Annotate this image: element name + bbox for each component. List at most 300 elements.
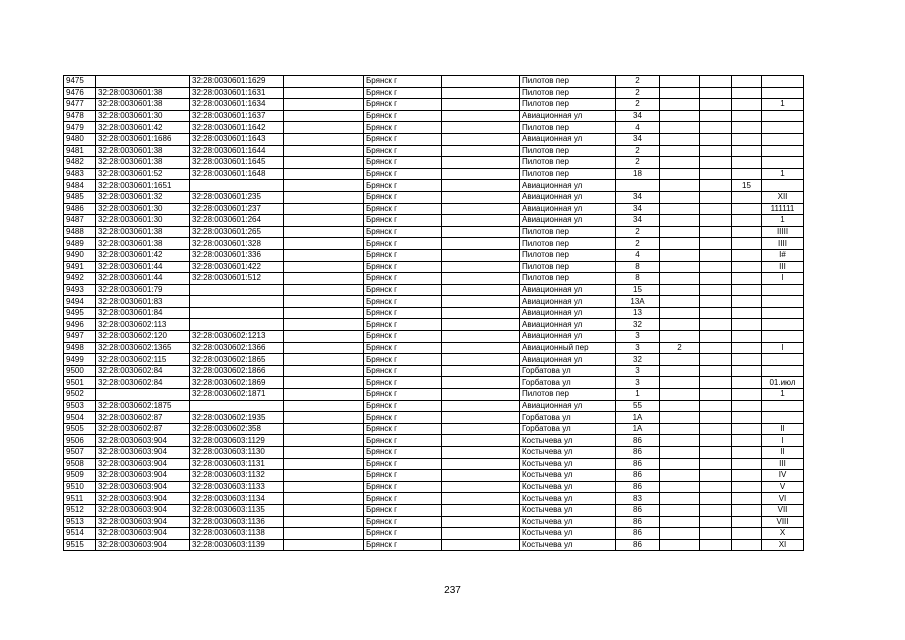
cell-land-cadastral-number: 32:28:0030601:42 xyxy=(96,122,190,134)
cell-land-cadastral-number: 32:28:0030602:84 xyxy=(96,377,190,389)
cell-building-cadastral-number: 32:28:0030603:1129 xyxy=(190,435,284,447)
table-row xyxy=(64,261,804,273)
cell-blank xyxy=(700,377,732,389)
cell-blank xyxy=(284,215,364,227)
cell-house-number: 8 xyxy=(616,261,660,273)
cell-blank xyxy=(442,435,520,447)
cell-street: Костычева ул xyxy=(520,539,616,551)
cell-building-number xyxy=(660,133,700,145)
cell-apartment xyxy=(732,354,762,366)
cell-house-number: 34 xyxy=(616,203,660,215)
cell-record-number: 9479 xyxy=(64,122,96,134)
cell-city: Брянск г xyxy=(364,180,442,192)
cell-blank xyxy=(284,377,364,389)
cell-city: Брянск г xyxy=(364,400,442,412)
cell-blank xyxy=(700,539,732,551)
cell-building-number: 2 xyxy=(660,342,700,354)
cell-blank xyxy=(700,331,732,343)
table-row xyxy=(64,296,804,308)
cell-street: Пилотов пер xyxy=(520,145,616,157)
cell-room-number xyxy=(762,354,804,366)
cell-street: Костычева ул xyxy=(520,447,616,459)
cell-apartment xyxy=(732,319,762,331)
cell-house-number: 34 xyxy=(616,110,660,122)
cell-building-cadastral-number xyxy=(190,400,284,412)
cell-record-number: 9483 xyxy=(64,168,96,180)
cell-building-cadastral-number xyxy=(190,307,284,319)
cell-blank xyxy=(700,284,732,296)
cell-building-cadastral-number: 32:28:0030602:1935 xyxy=(190,412,284,424)
cell-house-number: 2 xyxy=(616,226,660,238)
cell-record-number: 9513 xyxy=(64,516,96,528)
cell-blank xyxy=(284,249,364,261)
table-row xyxy=(64,504,804,516)
table-row xyxy=(64,133,804,145)
cell-room-number xyxy=(762,180,804,192)
cell-blank xyxy=(284,145,364,157)
cell-blank xyxy=(284,99,364,111)
cell-record-number: 9504 xyxy=(64,412,96,424)
cell-building-number xyxy=(660,319,700,331)
cell-record-number: 9512 xyxy=(64,504,96,516)
cell-land-cadastral-number: 32:28:0030602:1365 xyxy=(96,342,190,354)
cell-city: Брянск г xyxy=(364,215,442,227)
cell-building-number xyxy=(660,99,700,111)
cell-apartment xyxy=(732,249,762,261)
cell-land-cadastral-number: 32:28:0030601:38 xyxy=(96,226,190,238)
cell-room-number: 01.июл xyxy=(762,377,804,389)
cell-blank xyxy=(284,354,364,366)
cell-street: Пилотов пер xyxy=(520,99,616,111)
cell-blank xyxy=(442,458,520,470)
cell-blank xyxy=(700,423,732,435)
cell-city: Брянск г xyxy=(364,470,442,482)
cell-blank xyxy=(284,365,364,377)
cell-building-cadastral-number: 32:28:0030603:1134 xyxy=(190,493,284,505)
table-row xyxy=(64,354,804,366)
cell-record-number: 9480 xyxy=(64,133,96,145)
cell-land-cadastral-number: 32:28:0030601:1651 xyxy=(96,180,190,192)
cell-record-number: 9487 xyxy=(64,215,96,227)
cell-street: Пилотов пер xyxy=(520,273,616,285)
cell-blank xyxy=(284,423,364,435)
cell-building-number xyxy=(660,249,700,261)
table-row xyxy=(64,423,804,435)
cell-blank xyxy=(284,516,364,528)
cell-blank xyxy=(700,180,732,192)
cell-blank xyxy=(700,273,732,285)
cell-house-number: 86 xyxy=(616,447,660,459)
cell-room-number xyxy=(762,284,804,296)
cell-apartment xyxy=(732,389,762,401)
cell-room-number xyxy=(762,319,804,331)
cell-blank xyxy=(284,331,364,343)
cell-building-number xyxy=(660,481,700,493)
cell-land-cadastral-number: 32:28:0030602:115 xyxy=(96,354,190,366)
cell-room-number xyxy=(762,157,804,169)
cell-building-cadastral-number: 32:28:0030602:1213 xyxy=(190,331,284,343)
cell-land-cadastral-number: 32:28:0030602:113 xyxy=(96,319,190,331)
cell-apartment xyxy=(732,493,762,505)
cell-blank xyxy=(284,389,364,401)
cell-building-cadastral-number: 32:28:0030601:1631 xyxy=(190,87,284,99)
cell-city: Брянск г xyxy=(364,133,442,145)
cell-house-number: 34 xyxy=(616,133,660,145)
cell-building-cadastral-number: 32:28:0030602:1871 xyxy=(190,389,284,401)
cell-blank xyxy=(442,331,520,343)
cell-street: Пилотов пер xyxy=(520,226,616,238)
cell-land-cadastral-number: 32:28:0030603:904 xyxy=(96,435,190,447)
cell-house-number: 2 xyxy=(616,87,660,99)
cell-apartment xyxy=(732,447,762,459)
cell-land-cadastral-number: 32:28:0030603:904 xyxy=(96,504,190,516)
cell-blank xyxy=(442,493,520,505)
cell-blank xyxy=(442,168,520,180)
cell-street: Костычева ул xyxy=(520,435,616,447)
cell-record-number: 9491 xyxy=(64,261,96,273)
cell-building-cadastral-number: 32:28:0030603:1139 xyxy=(190,539,284,551)
cell-blank xyxy=(700,470,732,482)
cell-blank xyxy=(284,110,364,122)
cell-blank xyxy=(284,528,364,540)
cell-apartment xyxy=(732,133,762,145)
cell-building-number xyxy=(660,238,700,250)
cell-blank xyxy=(700,481,732,493)
cell-house-number: 86 xyxy=(616,504,660,516)
cell-street: Костычева ул xyxy=(520,516,616,528)
cell-room-number xyxy=(762,331,804,343)
cell-blank xyxy=(284,400,364,412)
cell-apartment xyxy=(732,191,762,203)
cell-street: Пилотов пер xyxy=(520,76,616,88)
cell-city: Брянск г xyxy=(364,203,442,215)
cell-apartment xyxy=(732,331,762,343)
cell-blank xyxy=(284,226,364,238)
cell-room-number xyxy=(762,110,804,122)
cell-blank xyxy=(284,203,364,215)
cell-city: Брянск г xyxy=(364,168,442,180)
cell-room-number: III xyxy=(762,458,804,470)
registry-table-body xyxy=(64,76,804,551)
cell-blank xyxy=(700,99,732,111)
cell-city: Брянск г xyxy=(364,110,442,122)
cell-land-cadastral-number: 32:28:0030602:1875 xyxy=(96,400,190,412)
cell-city: Брянск г xyxy=(364,238,442,250)
cell-house-number: 3 xyxy=(616,377,660,389)
cell-building-number xyxy=(660,122,700,134)
cell-building-number xyxy=(660,539,700,551)
cell-city: Брянск г xyxy=(364,447,442,459)
cell-apartment xyxy=(732,481,762,493)
cell-blank xyxy=(442,87,520,99)
cell-land-cadastral-number: 32:28:0030601:38 xyxy=(96,145,190,157)
cell-city: Брянск г xyxy=(364,249,442,261)
cell-land-cadastral-number: 32:28:0030603:904 xyxy=(96,493,190,505)
table-row xyxy=(64,284,804,296)
cell-house-number: 34 xyxy=(616,215,660,227)
cell-blank xyxy=(284,157,364,169)
cell-city: Брянск г xyxy=(364,481,442,493)
cell-building-cadastral-number: 32:28:0030603:1133 xyxy=(190,481,284,493)
table-row xyxy=(64,319,804,331)
cell-record-number: 9494 xyxy=(64,296,96,308)
cell-city: Брянск г xyxy=(364,458,442,470)
cell-room-number: I xyxy=(762,435,804,447)
cell-blank xyxy=(442,215,520,227)
cell-house-number: 32 xyxy=(616,354,660,366)
cell-city: Брянск г xyxy=(364,157,442,169)
table-row xyxy=(64,122,804,134)
cell-house-number: 86 xyxy=(616,458,660,470)
cell-city: Брянск г xyxy=(364,389,442,401)
cell-street: Пилотов пер xyxy=(520,389,616,401)
cell-land-cadastral-number: 32:28:0030601:38 xyxy=(96,99,190,111)
cell-house-number: 86 xyxy=(616,481,660,493)
cell-room-number: IIIII xyxy=(762,226,804,238)
cell-record-number: 9475 xyxy=(64,76,96,88)
table-row xyxy=(64,412,804,424)
cell-building-cadastral-number: 32:28:0030602:1869 xyxy=(190,377,284,389)
cell-street: Авиационный пер xyxy=(520,342,616,354)
cell-city: Брянск г xyxy=(364,331,442,343)
cell-street: Авиационная ул xyxy=(520,284,616,296)
cell-house-number: 83 xyxy=(616,493,660,505)
table-row xyxy=(64,435,804,447)
cell-building-number xyxy=(660,203,700,215)
cell-building-cadastral-number xyxy=(190,180,284,192)
table-row xyxy=(64,180,804,192)
cell-room-number xyxy=(762,145,804,157)
cell-building-cadastral-number: 32:28:0030601:328 xyxy=(190,238,284,250)
table-row xyxy=(64,203,804,215)
cell-house-number: 2 xyxy=(616,238,660,250)
cell-record-number: 9505 xyxy=(64,423,96,435)
cell-house-number: 2 xyxy=(616,157,660,169)
cell-apartment xyxy=(732,284,762,296)
cell-building-cadastral-number: 32:28:0030603:1130 xyxy=(190,447,284,459)
cell-street: Авиационная ул xyxy=(520,110,616,122)
cell-city: Брянск г xyxy=(364,145,442,157)
cell-apartment xyxy=(732,365,762,377)
cell-building-number xyxy=(660,447,700,459)
cell-building-cadastral-number: 32:28:0030601:235 xyxy=(190,191,284,203)
cell-room-number xyxy=(762,412,804,424)
table-row xyxy=(64,447,804,459)
cell-building-number xyxy=(660,87,700,99)
cell-blank xyxy=(700,354,732,366)
cell-blank xyxy=(700,342,732,354)
cell-record-number: 9509 xyxy=(64,470,96,482)
cell-room-number xyxy=(762,307,804,319)
cell-apartment xyxy=(732,516,762,528)
cell-record-number: 9482 xyxy=(64,157,96,169)
cell-blank xyxy=(284,261,364,273)
cell-record-number: 9510 xyxy=(64,481,96,493)
cell-street: Костычева ул xyxy=(520,470,616,482)
cell-city: Брянск г xyxy=(364,296,442,308)
cell-room-number xyxy=(762,365,804,377)
cell-blank xyxy=(284,296,364,308)
cell-land-cadastral-number: 32:28:0030601:32 xyxy=(96,191,190,203)
cell-apartment xyxy=(732,296,762,308)
cell-blank xyxy=(442,76,520,88)
cell-apartment xyxy=(732,87,762,99)
table-row xyxy=(64,226,804,238)
cell-city: Брянск г xyxy=(364,342,442,354)
cell-blank xyxy=(700,168,732,180)
cell-land-cadastral-number: 32:28:0030603:904 xyxy=(96,470,190,482)
cell-record-number: 9486 xyxy=(64,203,96,215)
cell-blank xyxy=(700,203,732,215)
cell-building-number xyxy=(660,458,700,470)
cell-apartment: 15 xyxy=(732,180,762,192)
cell-blank xyxy=(442,342,520,354)
cell-blank xyxy=(700,528,732,540)
cell-record-number: 9493 xyxy=(64,284,96,296)
cell-building-number xyxy=(660,331,700,343)
cell-street: Пилотов пер xyxy=(520,122,616,134)
cell-apartment xyxy=(732,377,762,389)
cell-blank xyxy=(442,203,520,215)
cell-building-number xyxy=(660,296,700,308)
cell-blank xyxy=(442,447,520,459)
table-row xyxy=(64,377,804,389)
cell-blank xyxy=(284,87,364,99)
cell-apartment xyxy=(732,261,762,273)
cell-blank xyxy=(442,504,520,516)
cell-room-number: 1 xyxy=(762,168,804,180)
cell-house-number: 8 xyxy=(616,273,660,285)
cell-blank xyxy=(442,389,520,401)
cell-city: Брянск г xyxy=(364,377,442,389)
cell-blank xyxy=(284,412,364,424)
cell-building-number xyxy=(660,516,700,528)
page-number: 237 xyxy=(444,585,461,596)
cell-blank xyxy=(442,284,520,296)
cell-blank xyxy=(442,400,520,412)
cell-blank xyxy=(700,249,732,261)
cell-building-cadastral-number: 32:28:0030601:1629 xyxy=(190,76,284,88)
cell-building-number xyxy=(660,168,700,180)
cell-land-cadastral-number xyxy=(96,389,190,401)
cell-city: Брянск г xyxy=(364,319,442,331)
cell-apartment xyxy=(732,273,762,285)
cell-blank xyxy=(442,145,520,157)
cell-record-number: 9498 xyxy=(64,342,96,354)
cell-blank xyxy=(442,191,520,203)
table-row xyxy=(64,191,804,203)
table-row xyxy=(64,99,804,111)
cell-land-cadastral-number: 32:28:0030603:904 xyxy=(96,528,190,540)
cell-house-number: 13А xyxy=(616,296,660,308)
cell-land-cadastral-number: 32:28:0030601:42 xyxy=(96,249,190,261)
cell-street: Авиационная ул xyxy=(520,133,616,145)
cell-blank xyxy=(442,528,520,540)
cell-apartment xyxy=(732,145,762,157)
table-row xyxy=(64,331,804,343)
cell-blank xyxy=(442,157,520,169)
cell-street: Пилотов пер xyxy=(520,168,616,180)
cell-blank xyxy=(442,133,520,145)
cell-building-cadastral-number: 32:28:0030602:1366 xyxy=(190,342,284,354)
cell-record-number: 9502 xyxy=(64,389,96,401)
cell-building-cadastral-number: 32:28:0030601:422 xyxy=(190,261,284,273)
cell-blank xyxy=(442,516,520,528)
cell-land-cadastral-number: 32:28:0030601:44 xyxy=(96,261,190,273)
cell-street: Авиационная ул xyxy=(520,180,616,192)
cell-building-cadastral-number: 32:28:0030601:1637 xyxy=(190,110,284,122)
cell-room-number: X xyxy=(762,528,804,540)
cell-house-number: 13 xyxy=(616,307,660,319)
cell-building-number xyxy=(660,191,700,203)
cell-record-number: 9490 xyxy=(64,249,96,261)
cell-room-number xyxy=(762,296,804,308)
cell-street: Горбатова ул xyxy=(520,423,616,435)
cell-blank xyxy=(700,261,732,273)
cell-street: Горбатова ул xyxy=(520,365,616,377)
cell-blank xyxy=(442,470,520,482)
cell-house-number: 86 xyxy=(616,435,660,447)
cell-building-number xyxy=(660,110,700,122)
cell-blank xyxy=(284,319,364,331)
cell-building-number xyxy=(660,470,700,482)
cell-building-number xyxy=(660,504,700,516)
cell-city: Брянск г xyxy=(364,307,442,319)
cell-record-number: 9514 xyxy=(64,528,96,540)
cell-land-cadastral-number: 32:28:0030601:79 xyxy=(96,284,190,296)
cell-house-number: 86 xyxy=(616,516,660,528)
cell-house-number: 34 xyxy=(616,191,660,203)
cell-street: Авиационная ул xyxy=(520,215,616,227)
cell-house-number: 4 xyxy=(616,249,660,261)
cell-land-cadastral-number: 32:28:0030601:30 xyxy=(96,203,190,215)
cell-blank xyxy=(284,273,364,285)
cell-building-cadastral-number: 32:28:0030601:1645 xyxy=(190,157,284,169)
cell-building-cadastral-number xyxy=(190,319,284,331)
cell-building-cadastral-number: 32:28:0030602:1866 xyxy=(190,365,284,377)
cell-building-cadastral-number: 32:28:0030602:358 xyxy=(190,423,284,435)
cell-house-number: 2 xyxy=(616,145,660,157)
cell-house-number: 1 xyxy=(616,389,660,401)
cell-building-number xyxy=(660,354,700,366)
cell-apartment xyxy=(732,412,762,424)
cell-street: Пилотов пер xyxy=(520,238,616,250)
cell-land-cadastral-number: 32:28:0030601:30 xyxy=(96,215,190,227)
cell-building-number xyxy=(660,389,700,401)
table-row xyxy=(64,110,804,122)
cell-city: Брянск г xyxy=(364,412,442,424)
cell-record-number: 9499 xyxy=(64,354,96,366)
cell-blank xyxy=(442,249,520,261)
table-row xyxy=(64,238,804,250)
cell-record-number: 9515 xyxy=(64,539,96,551)
cell-blank xyxy=(700,110,732,122)
cell-building-cadastral-number: 32:28:0030603:1136 xyxy=(190,516,284,528)
cell-apartment xyxy=(732,539,762,551)
table-row xyxy=(64,528,804,540)
cell-apartment xyxy=(732,110,762,122)
cell-street: Пилотов пер xyxy=(520,157,616,169)
cell-record-number: 9485 xyxy=(64,191,96,203)
cell-city: Брянск г xyxy=(364,284,442,296)
cell-street: Костычева ул xyxy=(520,458,616,470)
cell-blank xyxy=(442,110,520,122)
cell-blank xyxy=(700,226,732,238)
table-row xyxy=(64,365,804,377)
cell-blank xyxy=(442,180,520,192)
cell-blank xyxy=(284,342,364,354)
cell-blank xyxy=(700,76,732,88)
